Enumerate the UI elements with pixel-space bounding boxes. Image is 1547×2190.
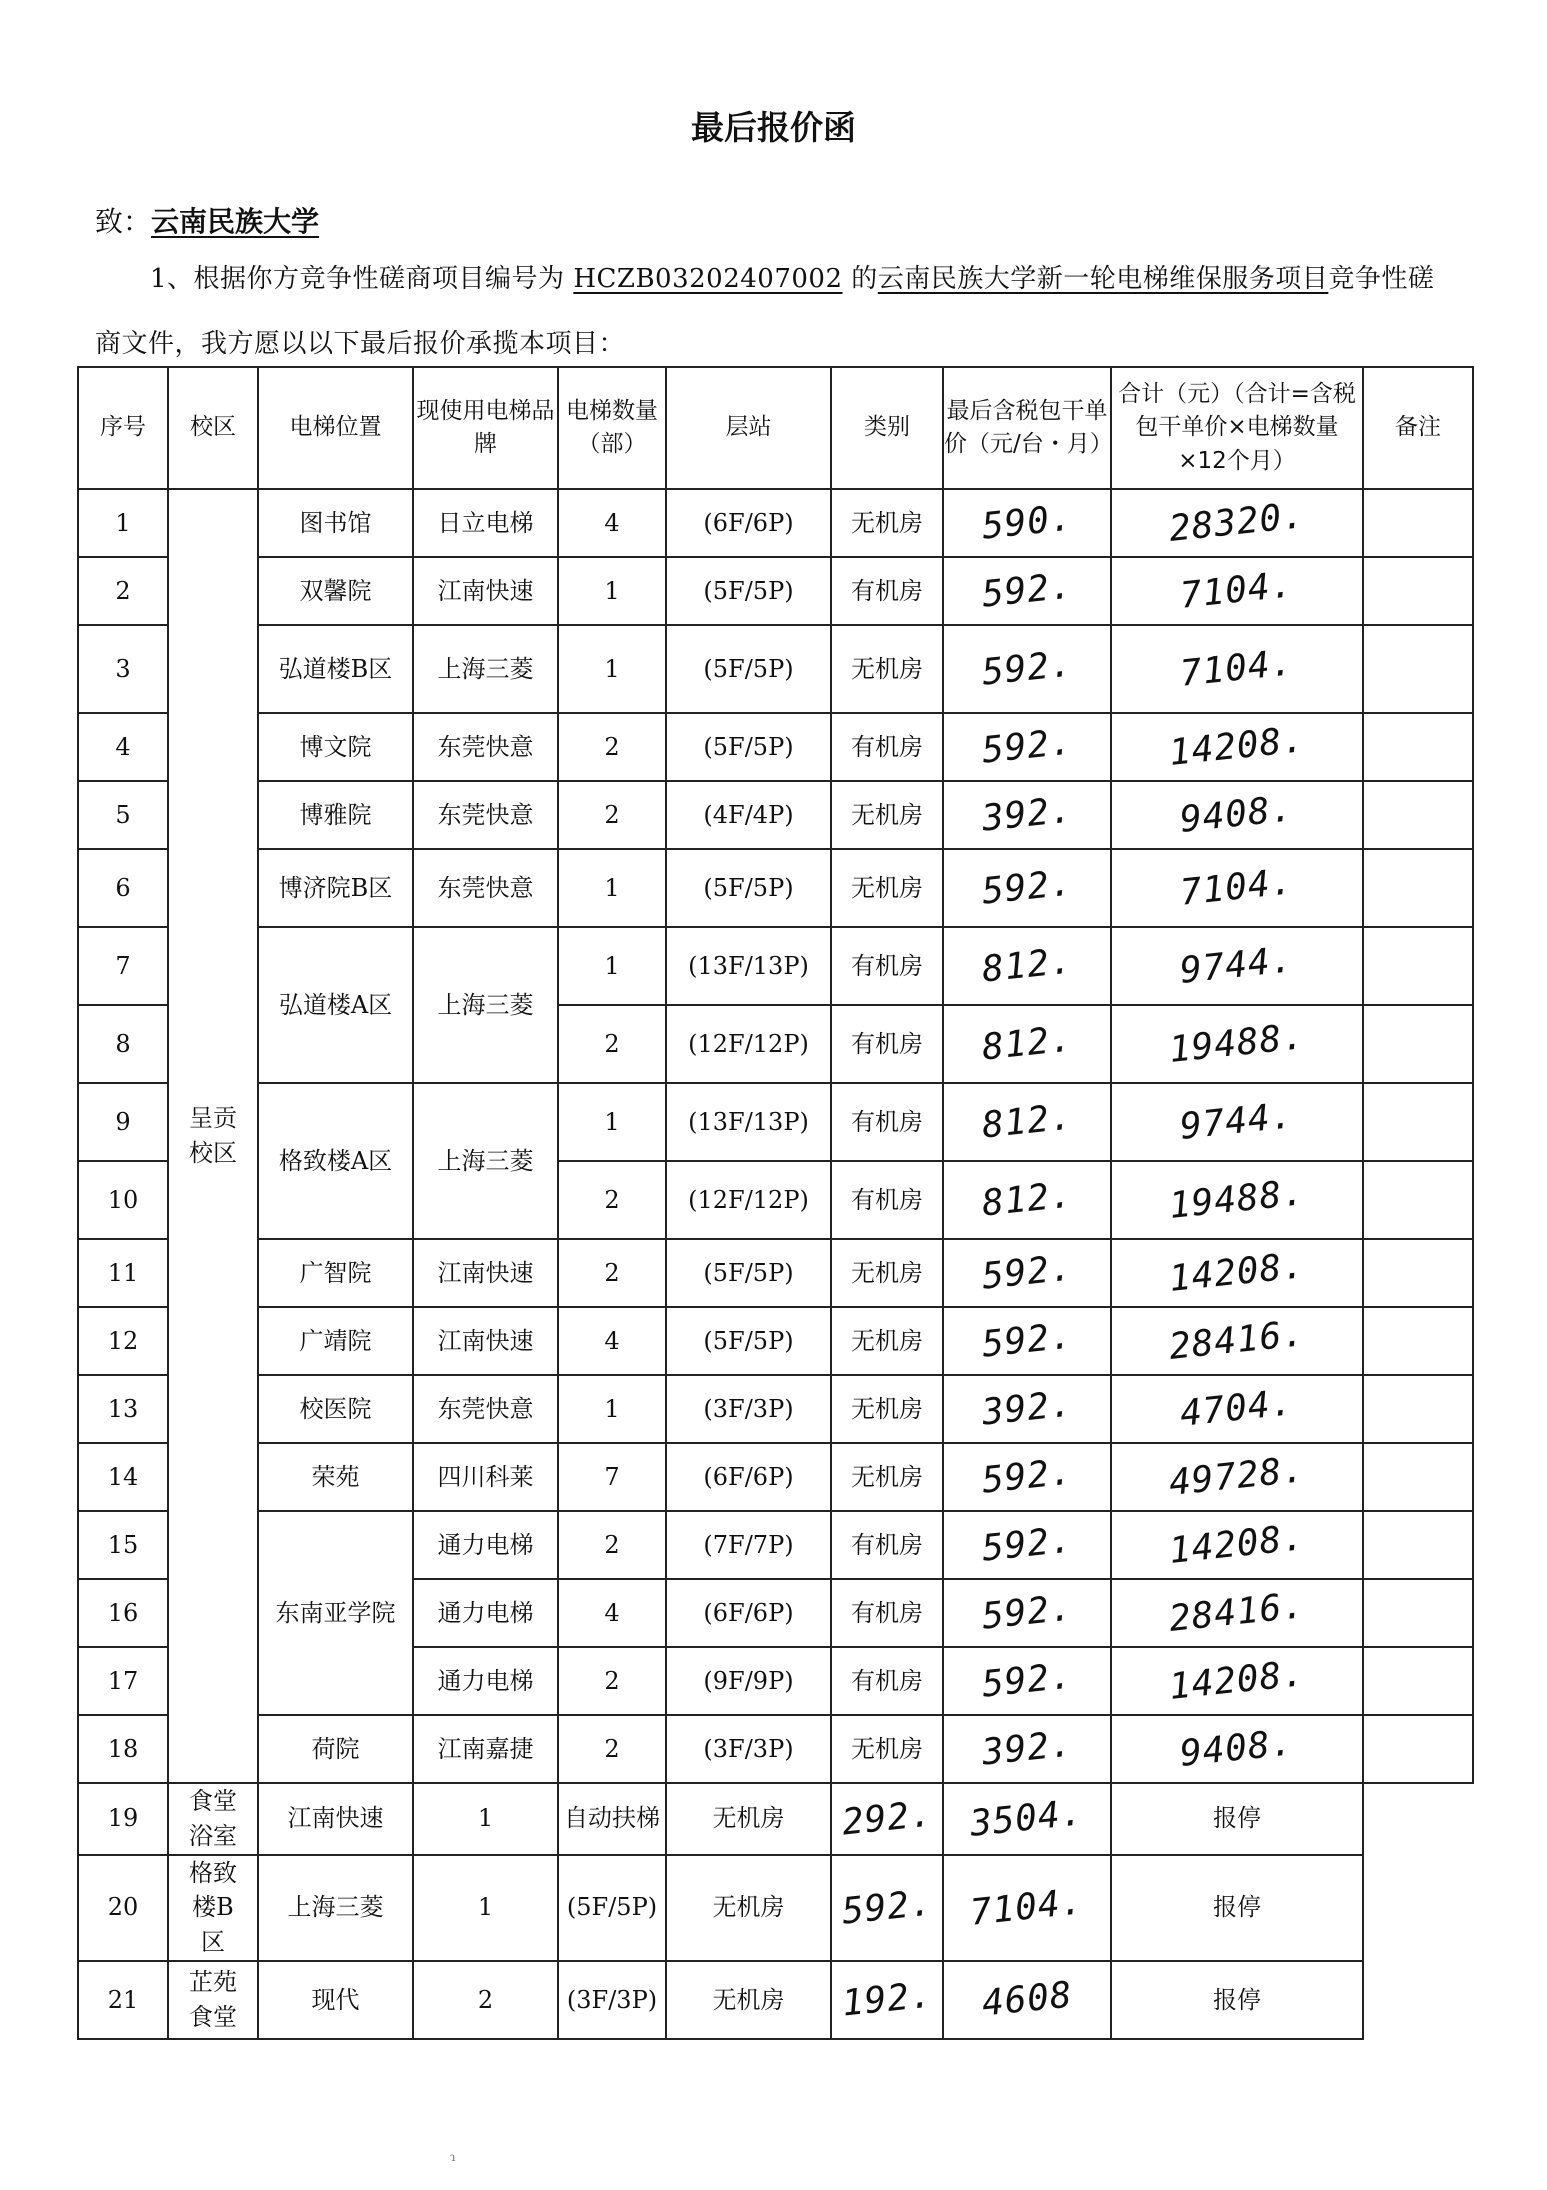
cell-total xyxy=(1111,557,1363,625)
cell-brand: 上海三菱 xyxy=(258,1855,413,1961)
header-type: 类别 xyxy=(831,367,943,489)
cell-total xyxy=(1111,1005,1363,1083)
project-number: HCZB03202407002 xyxy=(573,264,843,294)
cell-total-value: 49728. xyxy=(1167,1448,1307,1504)
cell-seq: 9 xyxy=(78,1083,168,1161)
cell-qty: 2 xyxy=(558,1005,666,1083)
cell-location: 校医院 xyxy=(258,1375,413,1443)
cell-total-value: 9408. xyxy=(1178,1722,1296,1775)
cell-unit-price-value: 592. xyxy=(979,862,1075,913)
addressee-name: 云南民族大学 xyxy=(151,205,320,238)
cell-brand: 现代 xyxy=(258,1961,413,2039)
table-header-row xyxy=(78,367,1473,489)
table-row xyxy=(78,849,1473,927)
cell-total xyxy=(1111,625,1363,713)
cell-remark xyxy=(1363,849,1473,927)
project-name: 云南民族大学新一轮电梯维保服务项目 xyxy=(877,264,1329,294)
header-campus: 校区 xyxy=(168,367,258,489)
cell-type: 无机房 xyxy=(831,489,943,557)
cell-total xyxy=(1111,713,1363,781)
header-unit-price: 最后含税包干单价（元/台・月） xyxy=(943,367,1111,489)
cell-location: 双馨院 xyxy=(258,557,413,625)
cell-remark xyxy=(1363,1005,1473,1083)
cell-remark xyxy=(1363,489,1473,557)
cell-unit-price-value: 392. xyxy=(979,789,1075,840)
cell-floors: (3F/3P) xyxy=(666,1375,831,1443)
cell-qty: 1 xyxy=(558,1375,666,1443)
cell-unit-price xyxy=(943,1161,1111,1239)
cell-unit-price xyxy=(943,713,1111,781)
cell-total xyxy=(1111,1375,1363,1443)
cell-unit-price-value: 592. xyxy=(979,721,1075,772)
cell-floors: (13F/13P) xyxy=(666,1083,831,1161)
cell-qty: 1 xyxy=(413,1855,558,1961)
cell-unit-price xyxy=(943,781,1111,849)
cell-seq: 5 xyxy=(78,781,168,849)
cell-unit-price xyxy=(943,1307,1111,1375)
cell-remark xyxy=(1363,1647,1473,1715)
cell-unit-price xyxy=(943,1647,1111,1715)
cell-location: 食堂浴室 xyxy=(168,1783,258,1855)
intro-text-a: 1、根据你方竞争性磋商项目编号为 xyxy=(150,264,565,294)
intro-paragraph-line2: 商文件，我方愿以以下最后报价承揽本项目： xyxy=(95,329,626,359)
cell-location: 东南亚学院 xyxy=(258,1511,413,1715)
cell-seq: 2 xyxy=(78,557,168,625)
cell-qty: 2 xyxy=(558,713,666,781)
cell-qty: 4 xyxy=(558,1307,666,1375)
cell-unit-price-value: 590. xyxy=(979,497,1075,548)
cell-total-value: 14208. xyxy=(1167,718,1307,774)
cell-floors: (3F/3P) xyxy=(666,1715,831,1783)
cell-type: 无机房 xyxy=(666,1783,831,1855)
cell-qty: 1 xyxy=(558,625,666,713)
table-row xyxy=(78,1855,1473,1961)
header-seq: 序号 xyxy=(78,367,168,489)
cell-type: 有机房 xyxy=(831,1161,943,1239)
cell-seq: 18 xyxy=(78,1715,168,1783)
cell-floors: (5F/5P) xyxy=(666,557,831,625)
cell-unit-price-value: 392. xyxy=(979,1383,1075,1434)
cell-unit-price xyxy=(943,927,1111,1005)
cell-unit-price-value: 812. xyxy=(979,1096,1075,1147)
cell-qty: 1 xyxy=(558,557,666,625)
cell-seq: 12 xyxy=(78,1307,168,1375)
cell-seq: 10 xyxy=(78,1161,168,1239)
cell-qty: 2 xyxy=(413,1961,558,2039)
cell-total-value: 19488. xyxy=(1167,1171,1307,1227)
cell-type: 有机房 xyxy=(831,927,943,1005)
cell-qty: 1 xyxy=(558,849,666,927)
cell-location: 荣苑 xyxy=(258,1443,413,1511)
intro-text-c: 竞争性磋 xyxy=(1328,264,1435,294)
cell-total xyxy=(1111,1161,1363,1239)
cell-floors: (5F/5P) xyxy=(666,1307,831,1375)
cell-brand: 东莞快意 xyxy=(413,713,558,781)
cell-unit-price-value: 592. xyxy=(979,1451,1075,1502)
header-brand: 现使用电梯品牌 xyxy=(413,367,558,489)
cell-brand: 东莞快意 xyxy=(413,781,558,849)
cell-unit-price-value: 592. xyxy=(979,1587,1075,1638)
cell-unit-price xyxy=(943,1443,1111,1511)
cell-type: 无机房 xyxy=(831,1375,943,1443)
table-row xyxy=(78,625,1473,713)
cell-floors: (5F/5P) xyxy=(666,1239,831,1307)
cell-brand: 上海三菱 xyxy=(413,927,558,1083)
cell-total-value: 4608 xyxy=(979,1974,1075,2025)
cell-seq: 4 xyxy=(78,713,168,781)
cell-seq: 21 xyxy=(78,1961,168,2039)
quote-table xyxy=(77,366,1474,2040)
table-row xyxy=(78,489,1473,557)
cell-floors: (12F/12P) xyxy=(666,1005,831,1083)
cell-type: 无机房 xyxy=(831,849,943,927)
cell-unit-price-value: 812. xyxy=(979,1174,1075,1225)
cell-unit-price xyxy=(943,489,1111,557)
cell-brand: 日立电梯 xyxy=(413,489,558,557)
cell-seq: 11 xyxy=(78,1239,168,1307)
header-floors: 层站 xyxy=(666,367,831,489)
cell-qty: 1 xyxy=(413,1783,558,1855)
cell-remark xyxy=(1363,927,1473,1005)
cell-unit-price xyxy=(943,1375,1111,1443)
cell-location: 芷苑食堂 xyxy=(168,1961,258,2039)
table-row xyxy=(78,1783,1473,1855)
table-row xyxy=(78,1511,1473,1579)
cell-qty: 2 xyxy=(558,1239,666,1307)
header-location: 电梯位置 xyxy=(258,367,413,489)
cell-type: 无机房 xyxy=(831,625,943,713)
cell-type: 有机房 xyxy=(831,1005,943,1083)
cell-unit-price xyxy=(943,557,1111,625)
cell-remark xyxy=(1363,1443,1473,1511)
cell-remark: 报停 xyxy=(1111,1961,1363,2039)
cell-unit-price-value: 592. xyxy=(839,1882,935,1933)
cell-unit-price-value: 592. xyxy=(979,565,1075,616)
cell-seq: 1 xyxy=(78,489,168,557)
table-row xyxy=(78,557,1473,625)
table-row xyxy=(78,781,1473,849)
cell-unit-price-value: 592. xyxy=(979,1519,1075,1570)
table-row xyxy=(78,1083,1473,1161)
cell-total-value: 14208. xyxy=(1167,1244,1307,1300)
cell-location: 荷院 xyxy=(258,1715,413,1783)
cell-unit-price xyxy=(943,1083,1111,1161)
cell-floors: (5F/5P) xyxy=(558,1855,666,1961)
cell-total-value: 7104. xyxy=(1178,642,1296,695)
cell-total xyxy=(1111,1307,1363,1375)
cell-floors: (12F/12P) xyxy=(666,1161,831,1239)
cell-seq: 3 xyxy=(78,625,168,713)
cell-total-value: 14208. xyxy=(1167,1516,1307,1572)
cell-qty: 2 xyxy=(558,1715,666,1783)
cell-total xyxy=(1111,1239,1363,1307)
cell-total xyxy=(1111,1443,1363,1511)
cell-seq: 8 xyxy=(78,1005,168,1083)
cell-unit-price-value: 592. xyxy=(979,1247,1075,1298)
table-row xyxy=(78,1307,1473,1375)
cell-type: 无机房 xyxy=(831,1239,943,1307)
cell-total-value: 7104. xyxy=(968,1880,1086,1934)
cell-brand: 江南快速 xyxy=(413,1307,558,1375)
cell-total-value: 28320. xyxy=(1167,494,1307,550)
cell-type: 有机房 xyxy=(831,1579,943,1647)
cell-floors: (13F/13P) xyxy=(666,927,831,1005)
cell-type: 无机房 xyxy=(831,1307,943,1375)
cell-remark xyxy=(1363,1375,1473,1443)
cell-total xyxy=(943,1783,1111,1855)
cell-unit-price-value: 592. xyxy=(979,643,1075,694)
cell-unit-price xyxy=(943,849,1111,927)
cell-remark xyxy=(1363,1511,1473,1579)
header-total: 合计（元）（合计=含税包干单价×电梯数量×12个月） xyxy=(1111,367,1363,489)
cell-total xyxy=(1111,1647,1363,1715)
cell-seq: 7 xyxy=(78,927,168,1005)
cell-brand: 东莞快意 xyxy=(413,1375,558,1443)
cell-total xyxy=(1111,927,1363,1005)
cell-remark xyxy=(1363,1579,1473,1647)
document-title: 最后报价函 xyxy=(691,108,856,147)
cell-unit-price-value: 292. xyxy=(839,1793,935,1844)
cell-type: 有机房 xyxy=(831,1083,943,1161)
addressee-line xyxy=(95,200,319,240)
cell-unit-price xyxy=(831,1783,943,1855)
cell-unit-price xyxy=(943,1579,1111,1647)
cell-brand: 江南快速 xyxy=(413,1239,558,1307)
cell-qty: 4 xyxy=(558,1579,666,1647)
cell-total xyxy=(943,1855,1111,1961)
intro-text-b: 的 xyxy=(851,264,878,294)
cell-brand: 上海三菱 xyxy=(413,1083,558,1239)
cell-location: 弘道楼A区 xyxy=(258,927,413,1083)
cell-floors: (7F/7P) xyxy=(666,1511,831,1579)
cell-qty: 1 xyxy=(558,927,666,1005)
cell-brand: 通力电梯 xyxy=(413,1647,558,1715)
cell-unit-price xyxy=(831,1961,943,2039)
header-qty: 电梯数量（部） xyxy=(558,367,666,489)
cell-floors: 自动扶梯 xyxy=(558,1783,666,1855)
cell-seq: 15 xyxy=(78,1511,168,1579)
cell-floors: (5F/5P) xyxy=(666,849,831,927)
cell-seq: 16 xyxy=(78,1579,168,1647)
cell-qty: 1 xyxy=(558,1083,666,1161)
cell-type: 有机房 xyxy=(831,713,943,781)
cell-total xyxy=(1111,489,1363,557)
cell-brand: 江南快速 xyxy=(413,557,558,625)
table-row xyxy=(78,1375,1473,1443)
cell-qty: 2 xyxy=(558,781,666,849)
cell-remark xyxy=(1363,625,1473,713)
cell-seq: 14 xyxy=(78,1443,168,1511)
scan-mark: ɿ xyxy=(450,2150,456,2164)
table-row xyxy=(78,713,1473,781)
cell-brand: 通力电梯 xyxy=(413,1511,558,1579)
cell-unit-price-value: 592. xyxy=(979,1315,1075,1366)
cell-unit-price xyxy=(831,1855,943,1961)
cell-total xyxy=(1111,781,1363,849)
cell-total-value: 3504. xyxy=(968,1791,1086,1845)
cell-location: 博济院B区 xyxy=(258,849,413,927)
cell-floors: (5F/5P) xyxy=(666,625,831,713)
table-row xyxy=(78,1443,1473,1511)
cell-remark xyxy=(1363,1239,1473,1307)
cell-total-value: 7104. xyxy=(1178,564,1296,617)
cell-floors: (6F/6P) xyxy=(666,1443,831,1511)
cell-total-value: 28416. xyxy=(1167,1312,1307,1368)
cell-total-value: 9744. xyxy=(1178,939,1296,992)
cell-location: 格致楼A区 xyxy=(258,1083,413,1239)
cell-total xyxy=(1111,1579,1363,1647)
cell-remark xyxy=(1363,1161,1473,1239)
cell-seq: 13 xyxy=(78,1375,168,1443)
cell-remark: 报停 xyxy=(1111,1783,1363,1855)
cell-unit-price xyxy=(943,1239,1111,1307)
cell-remark xyxy=(1363,1307,1473,1375)
cell-floors: (5F/5P) xyxy=(666,713,831,781)
cell-total-value: 14208. xyxy=(1167,1652,1307,1708)
cell-qty: 4 xyxy=(558,489,666,557)
cell-unit-price-value: 812. xyxy=(979,940,1075,991)
cell-brand: 江南快速 xyxy=(258,1783,413,1855)
cell-unit-price xyxy=(943,1715,1111,1783)
cell-type: 有机房 xyxy=(831,1511,943,1579)
cell-total xyxy=(1111,1715,1363,1783)
cell-total-value: 9408. xyxy=(1178,788,1296,841)
cell-floors: (6F/6P) xyxy=(666,489,831,557)
cell-brand: 通力电梯 xyxy=(413,1579,558,1647)
cell-type: 无机房 xyxy=(666,1855,831,1961)
cell-location: 广智院 xyxy=(258,1239,413,1307)
cell-qty: 2 xyxy=(558,1647,666,1715)
table-row xyxy=(78,1961,1473,2039)
cell-remark xyxy=(1363,1715,1473,1783)
cell-floors: (3F/3P) xyxy=(558,1961,666,2039)
cell-remark xyxy=(1363,557,1473,625)
cell-unit-price xyxy=(943,1005,1111,1083)
cell-remark xyxy=(1363,781,1473,849)
cell-floors: (9F/9P) xyxy=(666,1647,831,1715)
cell-unit-price-value: 192. xyxy=(839,1974,935,2025)
cell-total-value: 7104. xyxy=(1178,861,1296,914)
cell-total xyxy=(943,1961,1111,2039)
addressee-prefix: 致： xyxy=(95,205,152,238)
cell-type: 无机房 xyxy=(831,1443,943,1511)
cell-seq: 17 xyxy=(78,1647,168,1715)
cell-type: 无机房 xyxy=(666,1961,831,2039)
cell-total-value: 19488. xyxy=(1167,1015,1307,1071)
cell-seq: 6 xyxy=(78,849,168,927)
cell-location: 博雅院 xyxy=(258,781,413,849)
cell-floors: (6F/6P) xyxy=(666,1579,831,1647)
cell-total-value: 9744. xyxy=(1178,1095,1296,1148)
cell-qty: 2 xyxy=(558,1161,666,1239)
table-row xyxy=(78,1715,1473,1783)
cell-remark xyxy=(1363,1083,1473,1161)
cell-type: 无机房 xyxy=(831,1715,943,1783)
header-remark: 备注 xyxy=(1363,367,1473,489)
cell-floors: (4F/4P) xyxy=(666,781,831,849)
cell-unit-price-value: 592. xyxy=(979,1655,1075,1706)
intro-paragraph-line1 xyxy=(150,258,1434,295)
cell-brand: 上海三菱 xyxy=(413,625,558,713)
table-row xyxy=(78,1239,1473,1307)
cell-total xyxy=(1111,1083,1363,1161)
cell-total xyxy=(1111,849,1363,927)
cell-total-value: 28416. xyxy=(1167,1584,1307,1640)
cell-seq: 19 xyxy=(78,1783,168,1855)
cell-total-value: 4704. xyxy=(1178,1382,1296,1435)
cell-qty: 7 xyxy=(558,1443,666,1511)
cell-location: 弘道楼B区 xyxy=(258,625,413,713)
cell-unit-price xyxy=(943,625,1111,713)
cell-brand: 东莞快意 xyxy=(413,849,558,927)
cell-remark xyxy=(1363,713,1473,781)
cell-qty: 2 xyxy=(558,1511,666,1579)
cell-unit-price-value: 812. xyxy=(979,1018,1075,1069)
cell-location: 广靖院 xyxy=(258,1307,413,1375)
cell-brand: 江南嘉捷 xyxy=(413,1715,558,1783)
cell-unit-price-value: 392. xyxy=(979,1723,1075,1774)
cell-brand: 四川科莱 xyxy=(413,1443,558,1511)
cell-total xyxy=(1111,1511,1363,1579)
cell-location: 图书馆 xyxy=(258,489,413,557)
cell-type: 有机房 xyxy=(831,557,943,625)
cell-type: 有机房 xyxy=(831,1647,943,1715)
table-body xyxy=(78,489,1473,2039)
cell-location: 博文院 xyxy=(258,713,413,781)
table-row xyxy=(78,927,1473,1005)
cell-location: 格致楼B区 xyxy=(168,1855,258,1961)
cell-campus: 呈贡校区 xyxy=(168,489,258,1783)
cell-unit-price xyxy=(943,1511,1111,1579)
cell-type: 无机房 xyxy=(831,781,943,849)
cell-seq: 20 xyxy=(78,1855,168,1961)
cell-remark: 报停 xyxy=(1111,1855,1363,1961)
